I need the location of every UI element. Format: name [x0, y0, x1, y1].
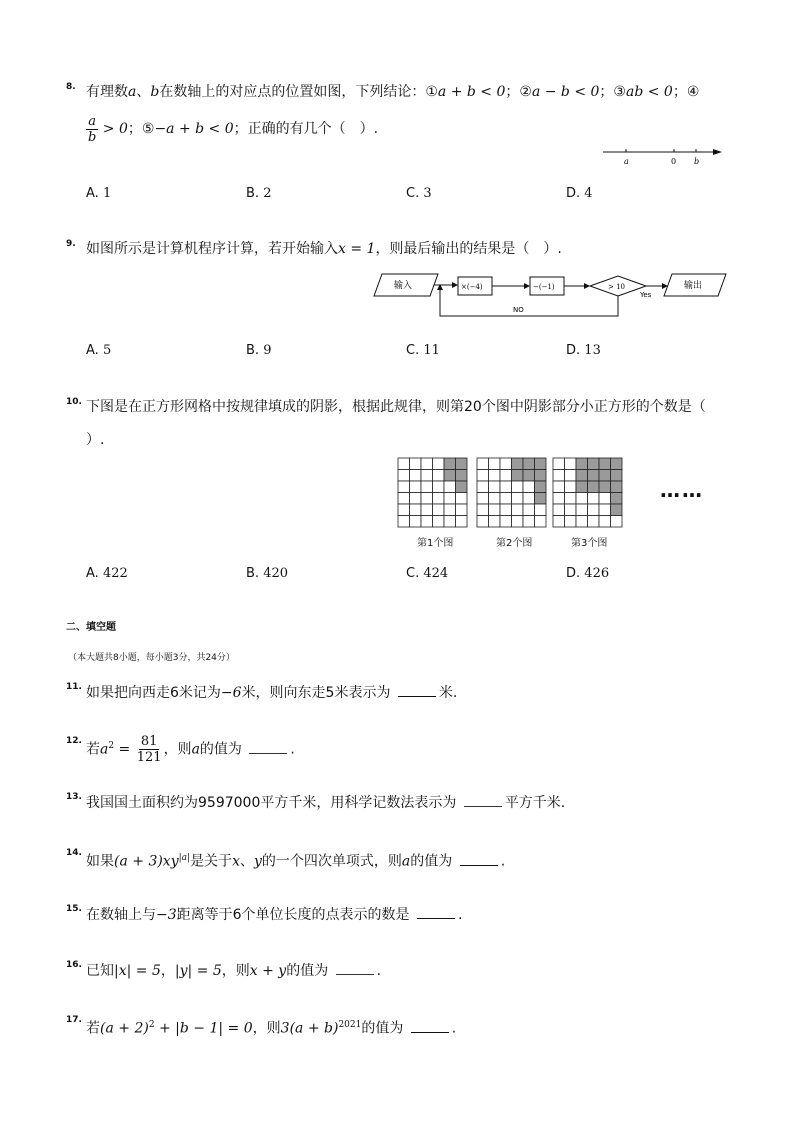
grid-cell [553, 504, 565, 516]
grid-cell [410, 470, 422, 482]
grid-cell [523, 516, 535, 528]
q15-math: −3 [156, 907, 177, 923]
grid-cell [599, 504, 611, 516]
question-14-text [86, 848, 505, 872]
question-15-text [86, 904, 462, 925]
q12-tail: 的值为 [199, 741, 242, 758]
q12-end: . [290, 741, 295, 758]
grid-cell [444, 504, 456, 516]
q16-math-1: |x| = 5 [114, 963, 161, 979]
q8-conclusion-2: a − b < 0 [531, 84, 600, 100]
answer-blank[interactable] [464, 792, 502, 807]
grid-cell [444, 481, 456, 493]
option-d[interactable] [566, 342, 601, 360]
q14-text-mid2: 的一个四次单项式，则 [261, 853, 402, 870]
shaded-cell [599, 470, 611, 482]
shaded-cell [523, 470, 535, 482]
grid-cell [500, 470, 512, 482]
grid-cell [523, 504, 535, 516]
option-value: 2 [263, 186, 272, 201]
grid-cell [421, 470, 433, 482]
grid-cell [500, 504, 512, 516]
grid-cell [477, 458, 489, 470]
grid-cell [433, 458, 445, 470]
grid-cell [421, 481, 433, 493]
grid-cell [599, 493, 611, 505]
q17-math-1: (a + 2) [100, 1020, 149, 1037]
option-letter: D. [566, 566, 581, 581]
grid-cell [398, 516, 410, 528]
option-b[interactable] [246, 565, 288, 583]
q13-tail: 平方千米. [504, 795, 566, 811]
option-letter: B. [246, 186, 260, 201]
q9-text-post: ，则最后输出的结果是（ ）. [375, 241, 562, 257]
shaded-cell [512, 470, 524, 482]
yes-label: Yes [640, 291, 652, 299]
option-value: 422 [102, 566, 128, 581]
grid-figure-1 [398, 458, 467, 527]
q17-end: . [451, 1020, 457, 1037]
question-number: 8. [66, 82, 76, 92]
arrow-head-icon [524, 283, 530, 289]
option-value: 5 [102, 343, 112, 358]
question-number: 12. [66, 736, 82, 746]
grid-cell [576, 504, 588, 516]
option-value: 424 [423, 566, 449, 581]
q8-sep: ；④ [672, 84, 700, 100]
shaded-cell [611, 470, 623, 482]
grid-cell [410, 481, 422, 493]
grid-cell [477, 493, 489, 505]
option-d[interactable] [566, 565, 609, 583]
q8-text-mid: 在数轴上的对应点的位置如图，下列结论：① [159, 84, 438, 100]
grid-cell [500, 516, 512, 528]
q8-conclusion-4: > 0 [102, 121, 128, 137]
q17-math-3: 3(a + b) [280, 1020, 339, 1037]
q14-var-a: a [401, 853, 411, 870]
arrow-head-icon [713, 149, 722, 155]
q14-end: . [500, 853, 506, 870]
fraction-numerator: a [88, 113, 97, 129]
grid-cell [512, 516, 524, 528]
shaded-cell [456, 458, 468, 470]
question-number: 16. [66, 960, 82, 970]
grid-cell [398, 458, 410, 470]
shaded-cell [576, 470, 588, 482]
shaded-cell [444, 470, 456, 482]
grid-figure-2 [477, 458, 546, 527]
question-12-text [86, 726, 295, 770]
answer-blank[interactable] [336, 960, 374, 975]
q8-text: 有理数 [86, 84, 128, 100]
shaded-cell [535, 493, 547, 505]
q12-equals: = [114, 741, 135, 758]
grid-cell [588, 493, 600, 505]
q9-text: 如图所示是计算机程序计算，若开始输入 [86, 241, 338, 257]
grid-cell [565, 493, 577, 505]
figure-caption-2: 第2个图 [496, 538, 533, 549]
grid-cell [535, 504, 547, 516]
option-value: 9 [263, 343, 272, 358]
grid-cell [553, 493, 565, 505]
grid-cell [410, 516, 422, 528]
option-letter: B. [246, 566, 260, 581]
option-letter: A. [86, 566, 99, 581]
grid-cell [477, 516, 489, 528]
grid-cell [410, 504, 422, 516]
q13-text: 我国国土面积约为9597000平方千米，用科学记数法表示为 [86, 795, 457, 811]
question-number: 10. [66, 397, 82, 407]
shaded-cell [588, 481, 600, 493]
q11-tail: 米. [438, 685, 458, 701]
grid-cell [500, 493, 512, 505]
q16-comma: ， [160, 963, 175, 979]
shaded-cell [535, 458, 547, 470]
q8-conclusion-3: ab < 0 [625, 84, 673, 100]
question-11-text [86, 682, 457, 703]
grid-cell [553, 481, 565, 493]
shaded-cell [588, 470, 600, 482]
grid-cell [565, 481, 577, 493]
option-b[interactable] [246, 185, 271, 203]
q16-math-3: x + y [249, 963, 287, 979]
option-c[interactable] [406, 342, 440, 360]
shaded-cell [535, 470, 547, 482]
figure-caption-3: 第3个图 [571, 538, 608, 549]
q14-exponent: |a| [178, 853, 191, 863]
output-label: 输出 [684, 281, 703, 291]
shaded-cell [611, 493, 623, 505]
q16-text: 已知 [86, 963, 114, 979]
grid-cell [421, 493, 433, 505]
grid-cell [410, 493, 422, 505]
shaded-cell [535, 481, 547, 493]
q8-sep: ；⑤ [127, 121, 155, 137]
fraction-denominator: 121 [136, 750, 162, 766]
section-note: （本大题共8小题，每小题3分，共24分） [68, 653, 235, 663]
grid-cell [535, 516, 547, 528]
option-value: 1 [102, 186, 112, 201]
shaded-cell [512, 458, 524, 470]
option-value: 426 [584, 566, 610, 581]
q14-var-y: y [253, 853, 262, 870]
q12-var: a [100, 741, 109, 758]
grid-cell [553, 458, 565, 470]
option-letter: A. [86, 186, 99, 201]
q14-tail: 的值为 [410, 853, 453, 870]
q15-end: . [458, 907, 463, 923]
option-letter: C. [406, 186, 420, 201]
q9-math: x = 1 [338, 241, 376, 257]
q16-end: . [376, 963, 382, 979]
question-number: 15. [66, 904, 82, 914]
option-letter: C. [406, 566, 420, 581]
grid-cell [588, 504, 600, 516]
op1-label: ×(−4) [461, 283, 483, 291]
q17-exponent-2: 2021 [338, 1020, 362, 1030]
question-13-text [86, 792, 565, 813]
grid-cell [512, 481, 524, 493]
answer-blank[interactable] [411, 1018, 449, 1033]
op2-label: −(−1) [533, 283, 555, 291]
option-letter: D. [566, 186, 581, 201]
q8-sep: ；③ [599, 84, 626, 100]
no-label: NO [513, 306, 524, 314]
q14-var-x: x [232, 853, 240, 870]
q8-var-a: a [128, 84, 137, 100]
grid-cell [565, 470, 577, 482]
grid-cell [421, 504, 433, 516]
grid-cell [421, 516, 433, 528]
question-number: 9. [66, 239, 76, 249]
input-label: 输入 [394, 281, 413, 291]
q12-exponent: 2 [108, 741, 115, 751]
question-10-line1: 下图是在正方形网格中按规律填成的阴影，根据此规律，则第20个图中阴影部分小正方形的个数是（ [86, 399, 706, 415]
q8-sep: 、 [136, 84, 151, 100]
q17-exponent-1: 2 [148, 1020, 155, 1030]
q12-var-a: a [191, 741, 200, 758]
option-letter: A. [86, 343, 99, 358]
q16-math-2: |y| = 5 [174, 963, 222, 979]
program-flowchart [372, 270, 728, 322]
condition-label: > 10 [608, 283, 625, 291]
grid-cell [456, 504, 468, 516]
q14-sep: 、 [239, 853, 254, 870]
grid-cell [433, 470, 445, 482]
question-number: 13. [66, 792, 82, 802]
question-8-line1 [86, 82, 699, 102]
fraction-numerator: 81 [140, 734, 158, 750]
grid-cell [523, 481, 535, 493]
grid-cell [489, 470, 501, 482]
q11-text: 如果把向西走6米记为 [86, 685, 221, 701]
grid-cell [565, 516, 577, 528]
grid-cell [410, 458, 422, 470]
grid-cell [565, 458, 577, 470]
grid-cell [576, 493, 588, 505]
question-10-line2: ）. [86, 432, 105, 448]
grid-cell [456, 516, 468, 528]
option-b[interactable] [246, 342, 271, 360]
grid-cell [553, 470, 565, 482]
q8-conclusion-5: −a + b < 0 [154, 121, 234, 137]
grid-cell [421, 458, 433, 470]
shaded-cell [611, 481, 623, 493]
grid-cell [489, 516, 501, 528]
q17-text-post: ，则 [252, 1020, 281, 1037]
grid-cell [477, 470, 489, 482]
grid-cell [398, 481, 410, 493]
grid-cell [433, 493, 445, 505]
q12-text-post: ，则 [163, 741, 192, 758]
grid-cell [512, 493, 524, 505]
option-d[interactable] [566, 185, 593, 203]
question-16-text [86, 960, 381, 981]
q17-math-2: + |b − 1| = 0 [154, 1020, 253, 1037]
shaded-cell [611, 504, 623, 516]
label-b: b [694, 157, 700, 166]
shaded-cell [444, 458, 456, 470]
option-value: 420 [263, 566, 289, 581]
answer-blank[interactable] [249, 739, 287, 754]
grid-cell [599, 516, 611, 528]
grid-cell [456, 493, 468, 505]
shaded-cell [588, 458, 600, 470]
grid-cell [489, 493, 501, 505]
q11-text-post: 米，则向东走5米表示为 [241, 685, 391, 701]
option-value: 3 [423, 186, 432, 201]
grid-cell [565, 504, 577, 516]
shaded-cell [456, 481, 468, 493]
answer-blank[interactable] [417, 904, 455, 919]
q11-math: −6 [220, 685, 242, 701]
q8-conclusion-1: a + b < 0 [437, 84, 506, 100]
grid-cell [489, 504, 501, 516]
grid-cell [477, 481, 489, 493]
grid-cell [477, 504, 489, 516]
shaded-cell [599, 458, 611, 470]
grid-cell [398, 470, 410, 482]
q14-expression: (a + 3)xy [114, 853, 179, 870]
arrow-head-icon [452, 282, 458, 288]
question-8-line2 [86, 112, 378, 146]
question-number: 11. [66, 682, 82, 692]
answer-blank[interactable] [460, 851, 498, 866]
question-17-text [86, 1015, 456, 1039]
grid-cell [553, 516, 565, 528]
q16-tail: 的值为 [286, 963, 329, 979]
q12-text: 若 [86, 741, 100, 758]
grid-figure-3 [553, 458, 622, 527]
q16-text-post: ，则 [221, 963, 250, 979]
option-value: 13 [584, 343, 601, 358]
q8-sep: ；② [505, 84, 532, 100]
grid-cell [588, 516, 600, 528]
answer-blank[interactable] [398, 682, 436, 697]
figure-caption-1: 第1个图 [417, 538, 454, 549]
grid-cell [523, 493, 535, 505]
q8-var-b: b [150, 84, 160, 100]
grid-cell [398, 504, 410, 516]
option-a[interactable] [86, 565, 128, 583]
question-number: 14. [66, 848, 82, 858]
option-c[interactable] [406, 565, 448, 583]
option-letter: B. [246, 343, 260, 358]
grid-cell [611, 516, 623, 528]
shaded-cell [611, 458, 623, 470]
q17-tail: 的值为 [361, 1020, 404, 1037]
option-value: 4 [584, 186, 593, 201]
grid-cell [444, 516, 456, 528]
label-zero: 0 [671, 157, 677, 166]
q14-text: 如果 [86, 853, 114, 870]
option-a[interactable] [86, 185, 111, 203]
section-title: 二、填空题 [66, 622, 116, 633]
grid-cell [433, 481, 445, 493]
q14-text-mid: 是关于 [190, 853, 233, 870]
grid-cell [444, 493, 456, 505]
q17-text: 若 [86, 1020, 100, 1037]
q12-fraction [135, 734, 164, 765]
number-line-figure [600, 142, 730, 172]
grid-cell [398, 493, 410, 505]
question-9-text [86, 239, 562, 259]
shaded-cell [576, 481, 588, 493]
option-c[interactable] [406, 185, 432, 203]
shaded-cell [456, 470, 468, 482]
shaded-cell [599, 481, 611, 493]
grid-cell [489, 481, 501, 493]
question-number: 17. [66, 1015, 82, 1025]
fraction-denominator: b [88, 129, 97, 145]
option-value: 11 [423, 343, 440, 358]
shaded-cell [523, 458, 535, 470]
grid-cell [576, 516, 588, 528]
ellipsis: …… [660, 478, 704, 502]
grid-cell [500, 481, 512, 493]
option-a[interactable] [86, 342, 111, 360]
grid-cell [433, 516, 445, 528]
option-letter: C. [406, 343, 420, 358]
grid-cell [489, 458, 501, 470]
option-letter: D. [566, 343, 581, 358]
label-a: a [624, 157, 629, 166]
grid-cell [500, 458, 512, 470]
shaded-cell [576, 458, 588, 470]
q15-text: 在数轴上与 [86, 907, 156, 923]
grid-cell [433, 504, 445, 516]
q8-tail: ；正确的有几个（ ）. [233, 121, 379, 137]
q15-text-post: 距离等于6个单位长度的点表示的数是 [176, 907, 410, 923]
q8-fraction [86, 114, 98, 145]
grid-cell [512, 504, 524, 516]
